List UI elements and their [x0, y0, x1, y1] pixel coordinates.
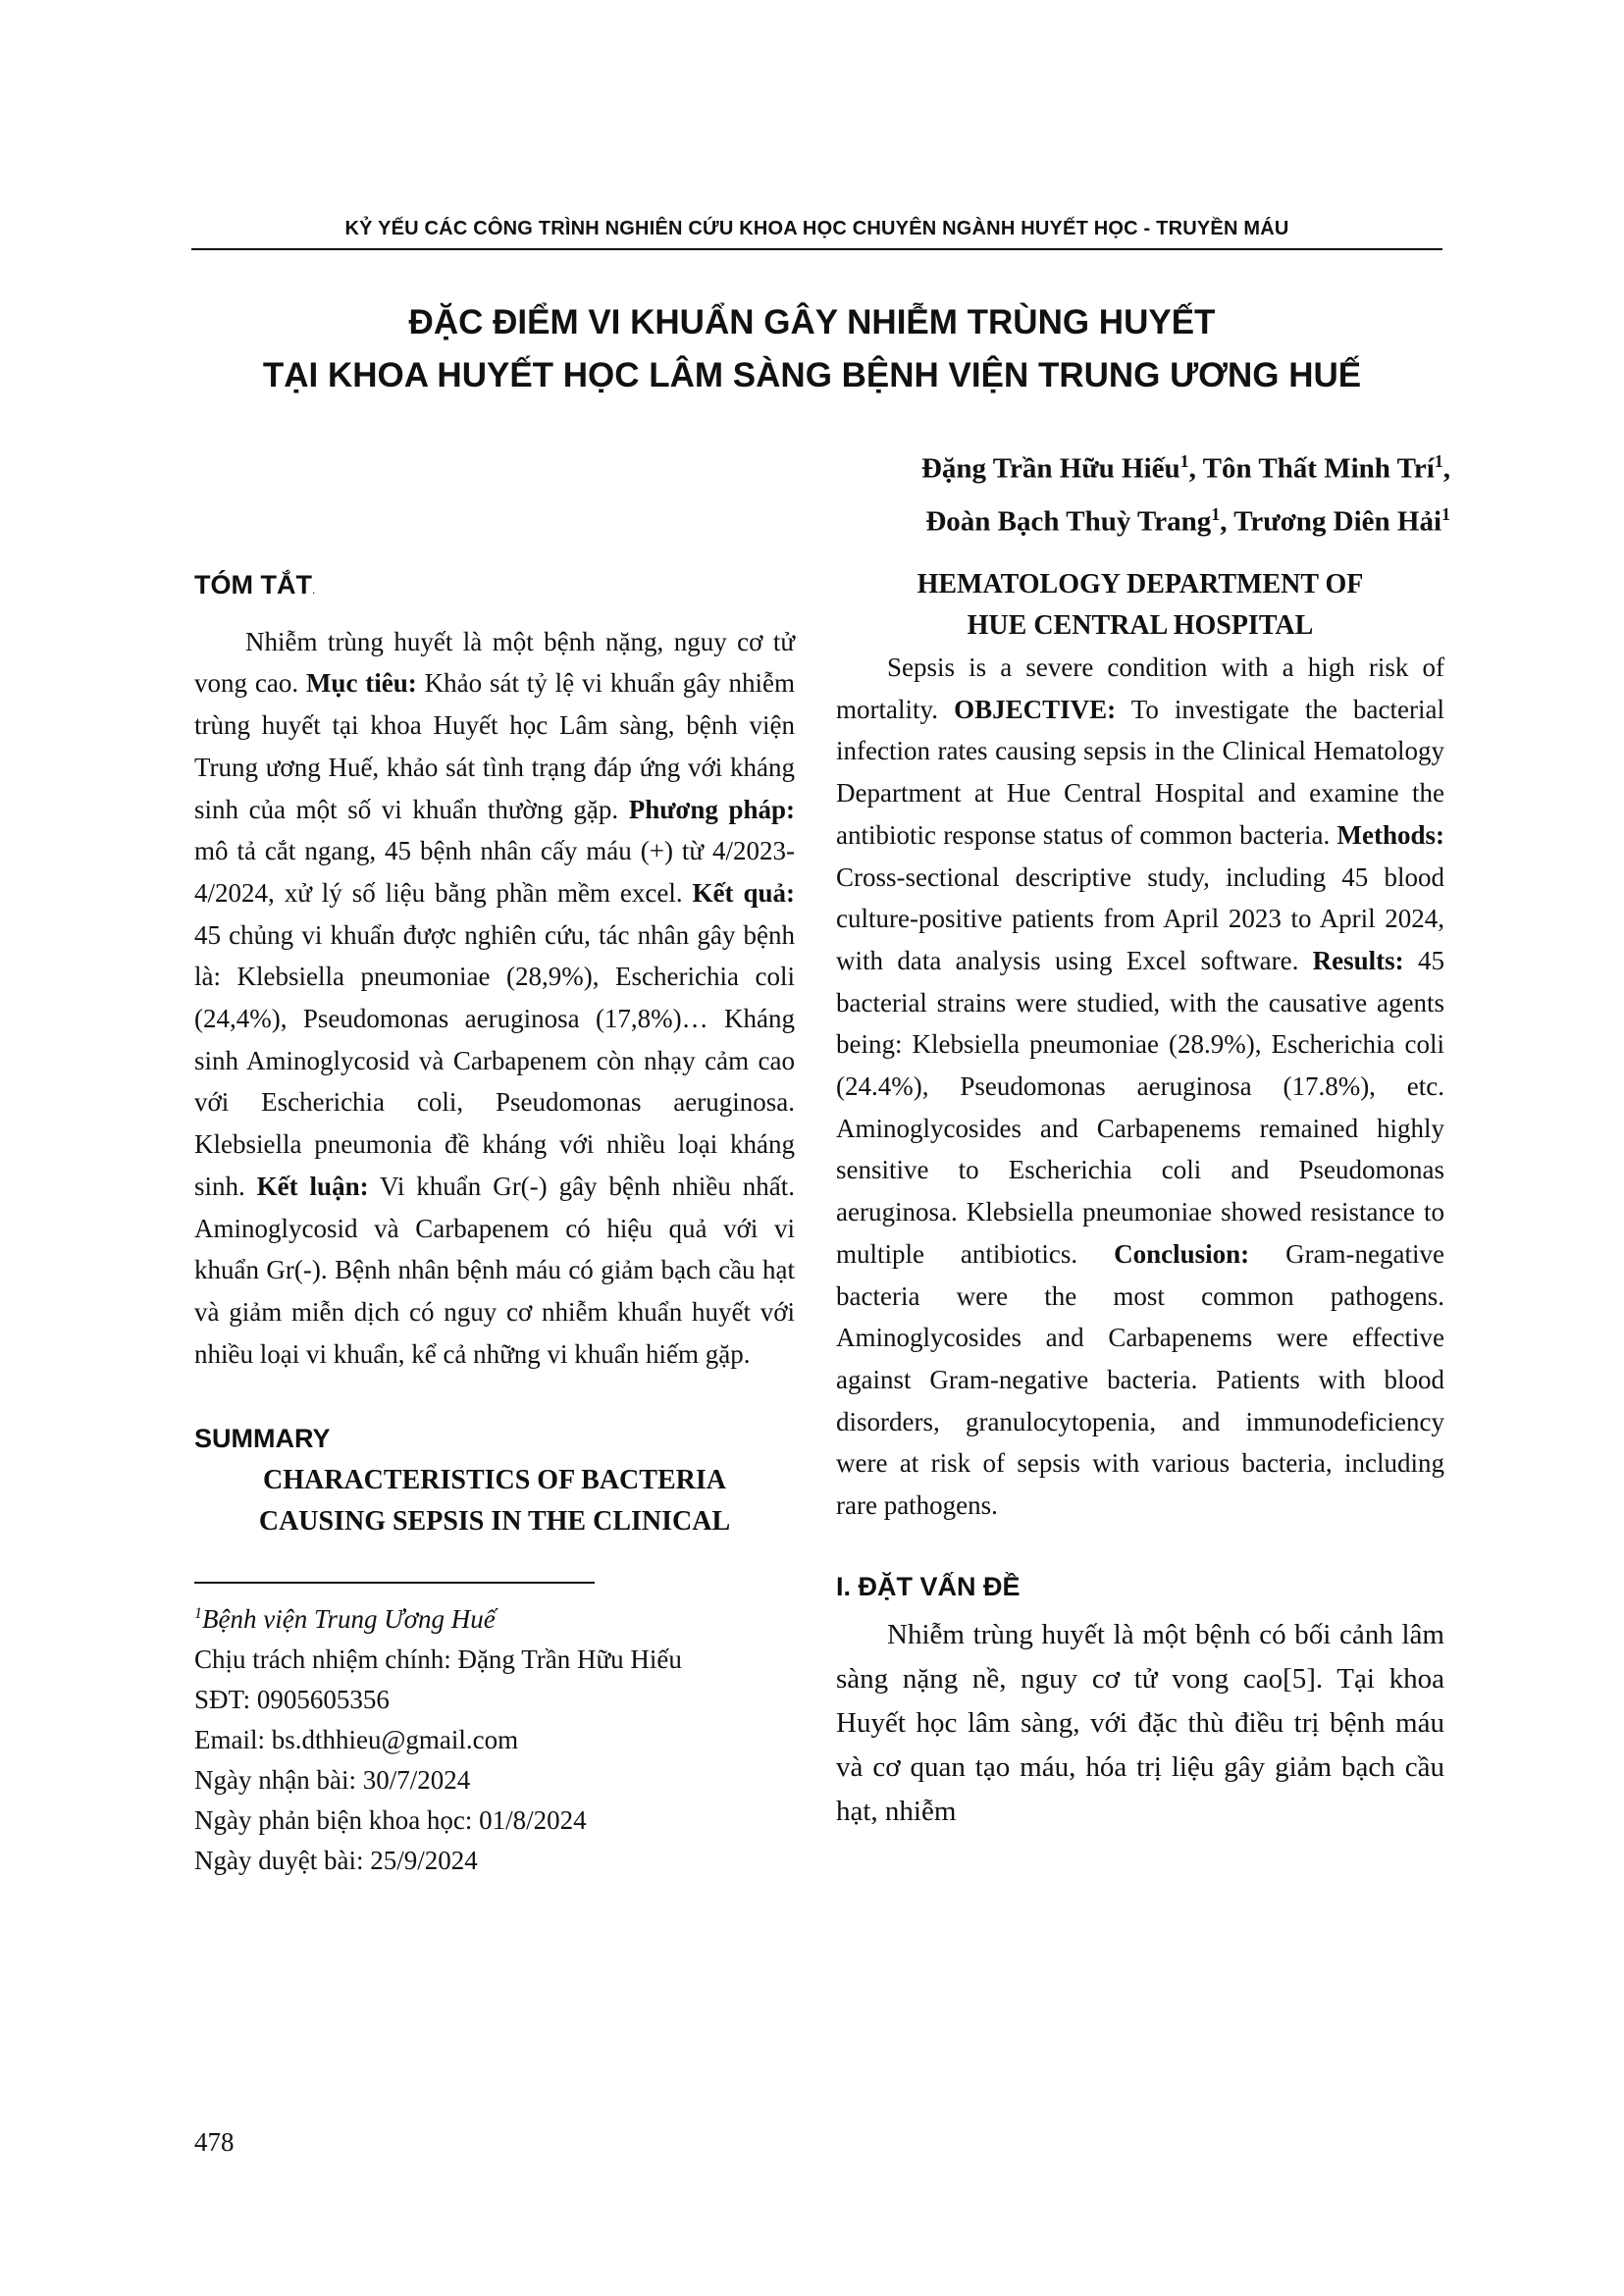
page-number: 478: [194, 2127, 235, 2157]
summary-objective-label: OBJECTIVE:: [954, 694, 1117, 724]
running-header: KỶ YẾU CÁC CÔNG TRÌNH NGHIÊN CỨU KHOA HỌC CHUYÊN NGÀNH HUYẾT HỌC - TRUYỀN MÁU: [344, 218, 1289, 239]
authors-line-1: [746, 439, 1450, 492]
footnote-rule: [194, 1582, 595, 1584]
summary-body: Sepsis is a severe condition with a high risk of mortality. OBJECTIVE: To investigate the bacterial infection rates causing sepsis in the Clinical Hematology Department at Hue Central Hospital and examine the antibiotic response status of common bacteria. Methods: Cross-sectional descriptive study, including 45 blood culture-positive patients from April 2023 to April 2024, with data analysis using Excel software. Results: 45 bacterial strains were studied, with the causative agents being: Klebsiella pneumoniae (28.9%), Escherichia coli (24.4%), Pseudomonas aeruginosa (17.8%), etc. Aminoglycosides and Carbapenems remained highly sensitive to Escherichia coli and Pseudomonas aeruginosa. Klebsiella pneumoniae showed resistance to multiple antibiotics. Conclusion: Gram-negative bacteria were the most common pathogens. Aminoglycosides and Carbapenems were effective against Gram-negative bacteria. Patients with blood disorders, granulocytopenia, and immunodeficiency were at risk of sepsis with various bacteria, including rare pathogens.: [836, 652, 1445, 1521]
abstract-vi-objective-label: Mục tiêu:: [305, 668, 417, 699]
author-affil-mark: 1: [1179, 451, 1189, 471]
author-separator: ,: [1220, 505, 1234, 538]
author-name: Đoàn Bạch Thuỳ Trang: [925, 505, 1212, 538]
introduction-heading: I. ĐẶT VẤN ĐỀ: [836, 1571, 1021, 1601]
author-name: Đặng Trần Hữu Hiếu: [920, 452, 1180, 485]
author-separator: ,: [1442, 452, 1450, 485]
footnote-corresponding: Chịu trách nhiệm chính: Đặng Trần Hữu Hiếu: [194, 1644, 682, 1675]
summary-title-line-2: CAUSING SEPSIS IN THE CLINICAL: [258, 1506, 731, 1538]
footnote-accepted: Ngày duyệt bài: 25/9/2024: [194, 1846, 478, 1876]
right-column: [836, 564, 1444, 1834]
abstract-vi-conclusion-label: Kết luận:: [256, 1171, 369, 1201]
author-affil-mark: 1: [1434, 451, 1443, 471]
summary-conclusion-label: Conclusion:: [1114, 1238, 1250, 1269]
introduction-body: Nhiễm trùng huyết là một bệnh có bối cảnh lâm sàng nặng nề, nguy cơ tử vong cao[5]. Tại khoa Huyết học lâm sàng, với đặc thù điều trị bệnh máu và cơ quan tạo máu, hóa trị liệu gây giảm bạch cầu hạt, nhiễm: [836, 1619, 1444, 1828]
authors-line-2: [746, 492, 1450, 545]
abstract-vi-body: Nhiễm trùng huyết là một bệnh nặng, nguy cơ tử vong cao. Mục tiêu: Khảo sát tỷ lệ vi khuẩn gây nhiễm trùng huyết tại khoa Huyết học Lâm sàng, bệnh viện Trung ương Huế, khảo sát tình trạng đáp ứng với kháng sinh của một số vi khuẩn thường gặp. Phương pháp: mô tả cắt ngang, 45 bệnh nhân cấy máu (+) từ 4/2023-4/2024, xử lý số liệu bằng phần mềm excel. Kết quả: 45 chủng vi khuẩn được nghiên cứu, tác nhân gây bệnh là: Klebsiella pneumoniae (28,9%), Escherichia coli (24,4%), Pseudomonas aeruginosa (17,8%)… Kháng sinh Aminoglycosid và Carbapenem còn nhạy cảm cao với Escherichia coli, Pseudomonas aeruginosa. Klebsiella pneumonia đề kháng với nhiều loại kháng sinh. Kết luận: Vi khuẩn Gr(-) gây bệnh nhiều nhất. Aminoglycosid và Carbapenem có hiệu quả với vi khuẩn Gr(-). Bệnh nhân bệnh máu có giảm bạch cầu hạt và giảm miễn dịch có nguy cơ nhiễm khuẩn huyết với nhiều loại vi khuẩn, kể cả những vi khuẩn hiếm gặp.: [194, 626, 796, 1369]
summary-title-line-3: HEMATOLOGY DEPARTMENT OF: [917, 569, 1364, 600]
author-name: Tôn Thất Minh Trí: [1202, 452, 1435, 485]
footnote-affiliation: $^1$Bệnh viện Trung Ương Huế: [194, 1604, 496, 1635]
left-column: [194, 564, 795, 1881]
summary-heading: SUMMARY: [194, 1424, 331, 1454]
summary-title-line-1: CHARACTERISTICS OF BACTERIA: [263, 1465, 726, 1496]
author-affil-mark: 1: [1211, 503, 1221, 524]
title-line-1: ĐẶC ĐIỂM VI KHUẨN GÂY NHIỄM TRÙNG HUYẾT: [408, 303, 1216, 341]
paper-title: [157, 296, 1467, 402]
author-list: [746, 439, 1450, 544]
summary-title-line-4: HUE CENTRAL HOSPITAL: [967, 610, 1314, 641]
abstract-vi-heading: TÓM TẮT.: [194, 570, 316, 600]
header-rule: [191, 248, 1442, 250]
author-affil-mark: 1: [1441, 503, 1450, 524]
footnote-received: Ngày nhận bài: 30/7/2024: [194, 1765, 471, 1796]
footnote-reviewed: Ngày phản biện khoa học: 01/8/2024: [194, 1805, 587, 1836]
author-separator: ,: [1188, 452, 1203, 485]
author-name: Trương Diên Hải: [1233, 505, 1441, 538]
footnotes: [194, 1593, 795, 1881]
abstract-vi-methods-label: Phương pháp:: [628, 794, 795, 824]
summary-results-label: Results:: [1312, 945, 1404, 975]
footnote-phone: SĐT: 0905605356: [194, 1685, 390, 1715]
title-line-2: TẠI KHOA HUYẾT HỌC LÂM SÀNG BỆNH VIỆN TRUNG ƯƠNG HUẾ: [262, 356, 1362, 394]
summary-methods-label: Methods:: [1336, 819, 1444, 850]
abstract-vi-results-label: Kết quả:: [692, 877, 795, 908]
footnote-email: Email: bs.dthhieu@gmail.com: [194, 1725, 519, 1755]
